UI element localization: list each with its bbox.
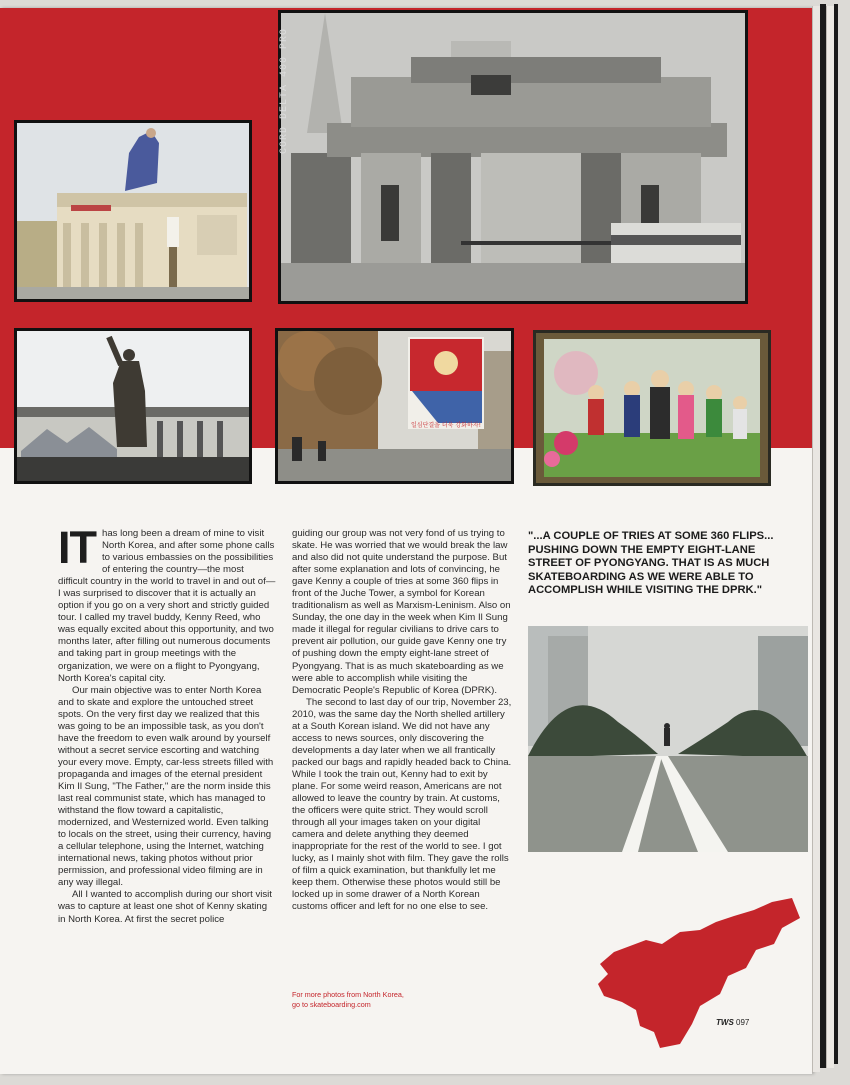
photo-leader-statue	[14, 328, 252, 484]
page-edge	[826, 6, 834, 1068]
photo-image	[536, 333, 768, 483]
film-edge-text: CORD DELTA 400 PRO	[279, 27, 290, 154]
photo-memorial-arch	[278, 10, 748, 304]
photo-credit	[292, 990, 492, 1010]
photo-propaganda-mural	[533, 330, 771, 486]
drop-cap: IT	[58, 522, 96, 573]
article-column-2	[292, 528, 512, 914]
folio-page-number: 097	[736, 1018, 750, 1027]
photo-image	[528, 626, 808, 852]
pull-quote: "...A COUPLE OF TRIES AT SOME 360 FLIPS... PUSHING DOWN THE EMPTY EIGHT-LANE STREET OF PYONGYANG. THAT IS AS MUCH SKATEBOARDING AS WE WERE ABLE TO ACCOMPLISH WHILE VISITING THE DPRK."	[528, 530, 774, 597]
page-edge-dark	[834, 4, 838, 1064]
page-folio	[716, 1018, 749, 1027]
article-paragraph: Our main objective was to enter North Korea and to skate and explore the untouched street spots. On the very first day we realized that this was going to be an impossible task, as you don't have the freedom to even walk around by yourself without a secret service escorting and watching your every move. Empty, car-less streets filled with propaganda and images of the eternal president Kim Il Sung, "The Father," are the norm inside this last real communist state, which has managed to withstand the flow toward a capitalistic, modernized, and Westernized world. Even talking to locals on the street, using their currency, having a cellular telephone, using the Internet, watching international news, taking photos without prior permission, and professional video filming are in any way illegal.	[58, 684, 274, 889]
north-korea-map	[596, 898, 802, 1048]
photo-propaganda-statue-street	[14, 120, 252, 302]
article-column-1	[58, 522, 276, 926]
article-paragraph	[58, 522, 276, 685]
folio-brand: TWS	[716, 1018, 734, 1027]
page-edge	[812, 6, 820, 1072]
photo-image	[281, 13, 745, 301]
credit-line: For more photos from North Korea,	[292, 990, 404, 999]
paragraph-text: has long been a dream of mine to visit North Korea, and after some phone calls to various embassies on the possibilities of entering the country—the most difficult country in the world to travel in and out of—I was surprised to discover that it is actually an option if you go on a very short and strictly guided tour. I called my travel buddy, Kenny Reed, who was equally excited about this opportunity, and two months later, after filling out numerous documents and taking part in group meetings with the organization, we were on a flight to Pyongyang, North Korea's capital city.	[58, 528, 276, 684]
article-paragraph: guiding our group was not very fond of us trying to skate. He was worried that we would break the law and also did not quite understand the purpose. But after some explanation and lots of convincing, he gave Kenny a couple of tries at some 360 flips in front of the Juche Tower, a symbol for Korean traditionalism as well as Marxism-Leninism. Also on Sunday, the one day in the week when Kim Il Sung made it illegal for regular civilians to drive cars to prevent air pollution, our guide gave Kenny one try of pushing down the empty eight-lane street of Pyongyang. That is as much skateboarding as we were able to accomplish while visiting the Democratic People's Republic of Korea (DPRK).	[292, 528, 511, 696]
credit-link[interactable]: go to skateboarding.com	[292, 1000, 371, 1009]
photo-image	[278, 331, 511, 481]
article-paragraph: All I wanted to accomplish during our short visit was to capture at least one shot of Kenny skating in North Korea. At first the secret police	[58, 889, 272, 925]
photo-empty-eight-lane-street	[528, 626, 808, 852]
photo-propaganda-poster-street	[275, 328, 514, 484]
article-paragraph: The second to last day of our trip, November 23, 2010, was the same day the North shelled artillery at a South Korean island. We did not have any access to news sources, only discovering the developments a day later when we all frantically packed our bags and rapidly headed back to China. While I took the train out, Kenny had to exit by plane. For some weird reason, Americans are not allowed to leave the country by train. At customs, the officers were quite strict. They would scroll through all your images taken on your digital camera and delete anything they deemed inappropriate for the rest of the world to see. I got lucky, as I mainly shot with film. They gave the rolls of film a quick examination, but thankfully let me keep them. Otherwise these photos would still be locked up in some drawer of a North Korean customs officer and left for no one else to see.	[292, 696, 512, 913]
photo-image	[17, 331, 249, 481]
poster-slogan: 일심단결을 더욱 강화하자!	[411, 422, 481, 429]
photo-image	[17, 123, 249, 299]
